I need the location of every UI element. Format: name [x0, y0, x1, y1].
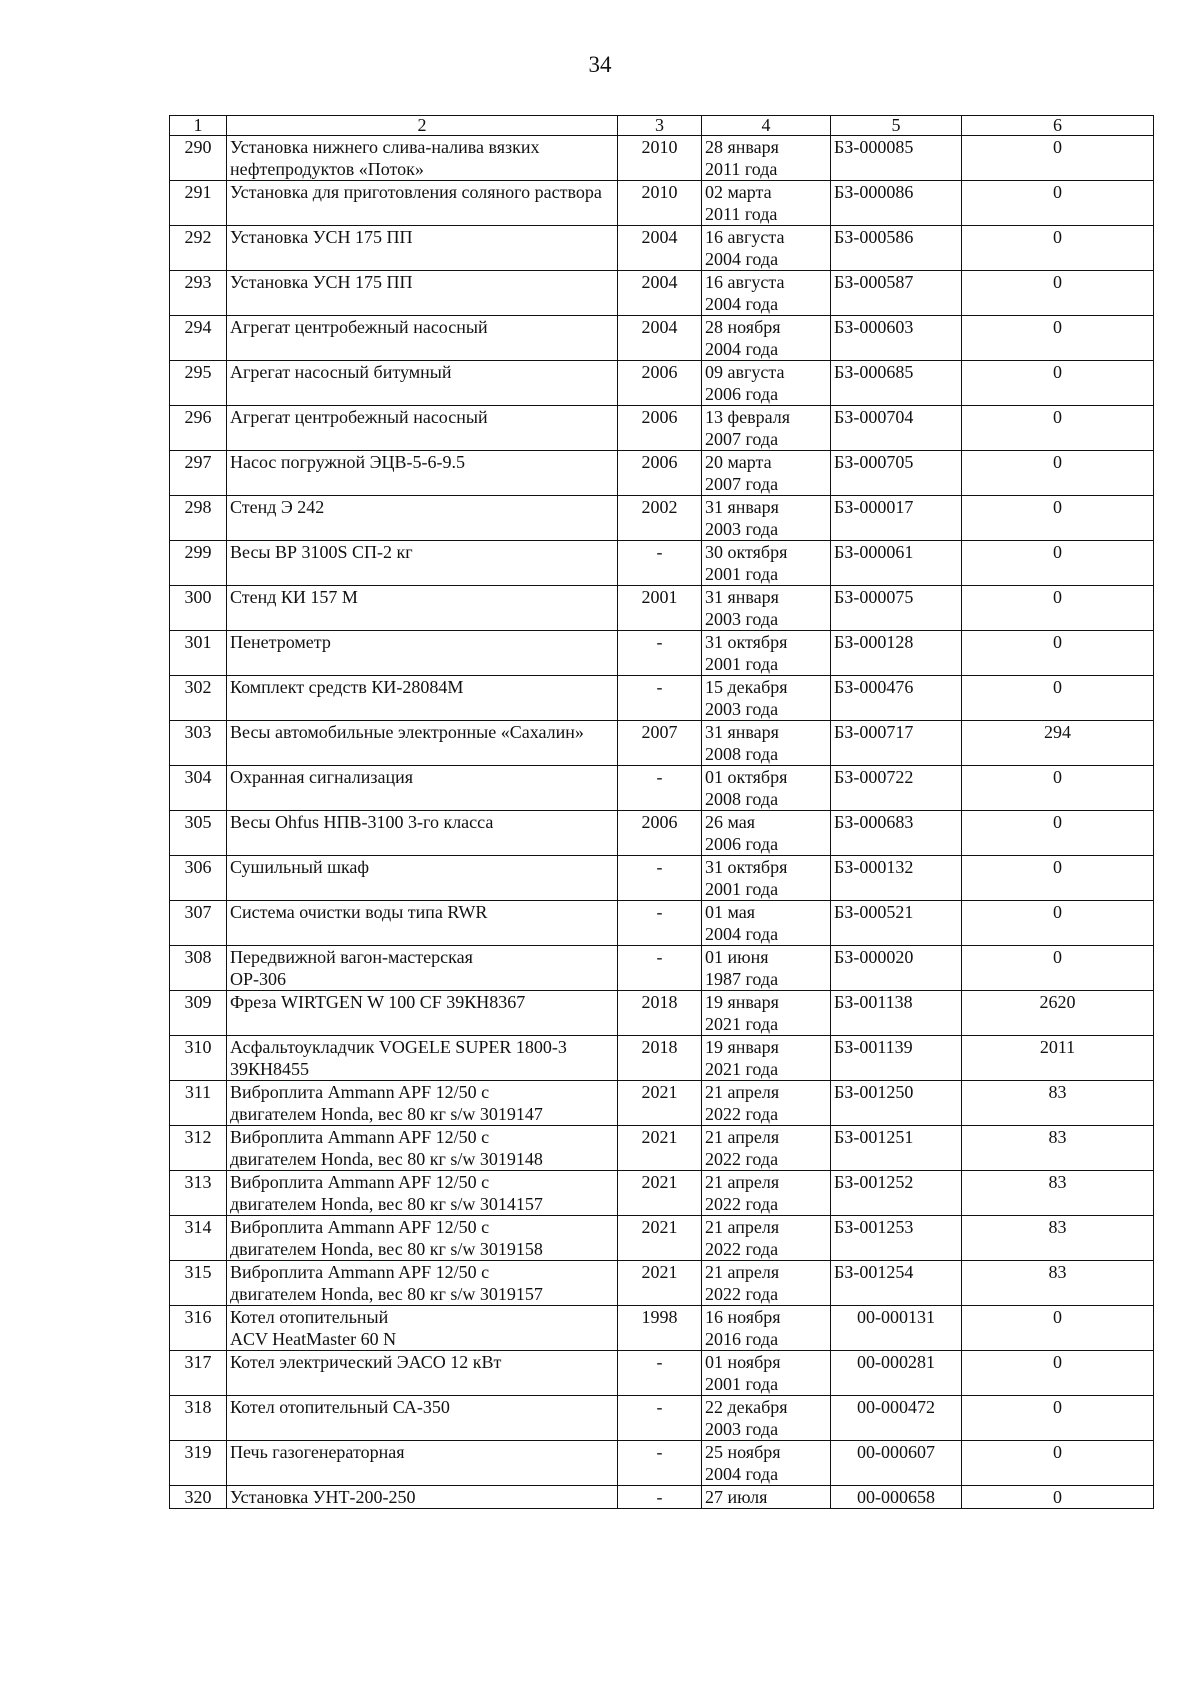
year-cell: 2021 [618, 1126, 702, 1171]
value-cell: 0 [962, 1306, 1154, 1351]
inventory-number-cell: БЗ-000476 [831, 676, 962, 721]
row-number-cell: 302 [170, 676, 227, 721]
row-number-cell: 315 [170, 1261, 227, 1306]
commissioning-date-cell: 26 мая 2006 года [702, 811, 831, 856]
table-row [170, 721, 1154, 766]
commissioning-date-cell: 21 апреля 2022 года [702, 1081, 831, 1126]
inventory-number-cell: БЗ-000017 [831, 496, 962, 541]
table-row [170, 1351, 1154, 1396]
table-row [170, 226, 1154, 271]
table-row [170, 541, 1154, 586]
table-row [170, 1306, 1154, 1351]
commissioning-date-cell: 21 апреля 2022 года [702, 1171, 831, 1216]
inventory-number-cell: БЗ-000683 [831, 811, 962, 856]
value-cell: 0 [962, 316, 1154, 361]
commissioning-date-cell: 19 января 2021 года [702, 991, 831, 1036]
inventory-number-cell: БЗ-001254 [831, 1261, 962, 1306]
table-row [170, 766, 1154, 811]
table-header [170, 116, 1154, 136]
row-number-cell: 296 [170, 406, 227, 451]
value-cell: 83 [962, 1261, 1154, 1306]
asset-name-cell: Установка для приготовления соляного раствора [227, 181, 618, 226]
asset-name-cell: Пенетрометр [227, 631, 618, 676]
commissioning-date-cell: 21 апреля 2022 года [702, 1261, 831, 1306]
commissioning-date-cell: 01 июня 1987 года [702, 946, 831, 991]
row-number-cell: 312 [170, 1126, 227, 1171]
year-cell: - [618, 676, 702, 721]
year-cell: - [618, 946, 702, 991]
value-cell: 83 [962, 1216, 1154, 1261]
table-row [170, 496, 1154, 541]
row-number-cell: 320 [170, 1486, 227, 1509]
commissioning-date-cell: 16 августа 2004 года [702, 271, 831, 316]
inventory-number-cell: БЗ-000717 [831, 721, 962, 766]
row-number-cell: 311 [170, 1081, 227, 1126]
inventory-number-cell: БЗ-000603 [831, 316, 962, 361]
value-cell: 0 [962, 586, 1154, 631]
asset-name-cell: Передвижной вагон-мастерская ОР-306 [227, 946, 618, 991]
row-number-cell: 305 [170, 811, 227, 856]
value-cell: 0 [962, 1486, 1154, 1509]
commissioning-date-cell: 20 марта 2007 года [702, 451, 831, 496]
commissioning-date-cell: 28 ноября 2004 года [702, 316, 831, 361]
commissioning-date-cell: 31 октября 2001 года [702, 631, 831, 676]
column-header-3: 3 [618, 116, 702, 136]
table-row [170, 901, 1154, 946]
column-header-1: 1 [170, 116, 227, 136]
asset-name-cell: Охранная сигнализация [227, 766, 618, 811]
asset-name-cell: Установка УСН 175 ПП [227, 271, 618, 316]
row-number-cell: 313 [170, 1171, 227, 1216]
table-row [170, 136, 1154, 181]
value-cell: 0 [962, 361, 1154, 406]
row-number-cell: 314 [170, 1216, 227, 1261]
table-row [170, 856, 1154, 901]
table-row [170, 181, 1154, 226]
commissioning-date-cell: 31 января 2003 года [702, 496, 831, 541]
row-number-cell: 303 [170, 721, 227, 766]
inventory-number-cell: БЗ-000061 [831, 541, 962, 586]
year-cell: 2002 [618, 496, 702, 541]
value-cell: 0 [962, 541, 1154, 586]
year-cell: 2021 [618, 1171, 702, 1216]
value-cell: 0 [962, 811, 1154, 856]
column-header-2: 2 [227, 116, 618, 136]
table-row [170, 361, 1154, 406]
row-number-cell: 297 [170, 451, 227, 496]
value-cell: 0 [962, 406, 1154, 451]
row-number-cell: 309 [170, 991, 227, 1036]
value-cell: 2620 [962, 991, 1154, 1036]
asset-name-cell: Агрегат насосный битумный [227, 361, 618, 406]
value-cell: 0 [962, 856, 1154, 901]
year-cell: 2004 [618, 271, 702, 316]
inventory-number-cell: БЗ-000586 [831, 226, 962, 271]
inventory-number-cell: БЗ-000075 [831, 586, 962, 631]
inventory-number-cell: БЗ-001138 [831, 991, 962, 1036]
commissioning-date-cell: 27 июля [702, 1486, 831, 1509]
table-row [170, 811, 1154, 856]
year-cell: - [618, 1396, 702, 1441]
table-row [170, 1171, 1154, 1216]
value-cell: 0 [962, 226, 1154, 271]
year-cell: 2018 [618, 991, 702, 1036]
year-cell: 2021 [618, 1261, 702, 1306]
year-cell: 2006 [618, 451, 702, 496]
table-row [170, 406, 1154, 451]
inventory-number-cell: БЗ-000705 [831, 451, 962, 496]
table-row [170, 271, 1154, 316]
asset-name-cell: Комплект средств КИ-28084М [227, 676, 618, 721]
year-cell: - [618, 1351, 702, 1396]
year-cell: 2018 [618, 1036, 702, 1081]
row-number-cell: 301 [170, 631, 227, 676]
table-row [170, 1261, 1154, 1306]
commissioning-date-cell: 31 января 2003 года [702, 586, 831, 631]
value-cell: 0 [962, 901, 1154, 946]
table-row [170, 1441, 1154, 1486]
inventory-number-cell: БЗ-000020 [831, 946, 962, 991]
asset-name-cell: Виброплита Ammann APF 12/50 с двигателем Honda, вес 80 кг s/w 3019147 [227, 1081, 618, 1126]
inventory-number-cell: БЗ-001250 [831, 1081, 962, 1126]
value-cell: 0 [962, 766, 1154, 811]
asset-name-cell: Асфальтоукладчик VOGELE SUPER 1800-3 39КН8455 [227, 1036, 618, 1081]
year-cell: - [618, 856, 702, 901]
value-cell: 83 [962, 1081, 1154, 1126]
value-cell: 83 [962, 1171, 1154, 1216]
asset-name-cell: Котел отопительный ACV HeatMaster 60 N [227, 1306, 618, 1351]
asset-name-cell: Установка нижнего слива-налива вязких нефтепродуктов «Поток» [227, 136, 618, 181]
inventory-number-cell: БЗ-000587 [831, 271, 962, 316]
row-number-cell: 317 [170, 1351, 227, 1396]
commissioning-date-cell: 25 ноября 2004 года [702, 1441, 831, 1486]
row-number-cell: 292 [170, 226, 227, 271]
year-cell: 2021 [618, 1081, 702, 1126]
commissioning-date-cell: 01 ноября 2001 года [702, 1351, 831, 1396]
commissioning-date-cell: 21 апреля 2022 года [702, 1216, 831, 1261]
inventory-number-cell: БЗ-000128 [831, 631, 962, 676]
inventory-number-cell: 00-000658 [831, 1486, 962, 1509]
table-row [170, 1486, 1154, 1509]
inventory-number-cell: БЗ-001139 [831, 1036, 962, 1081]
table-row [170, 586, 1154, 631]
inventory-number-cell: БЗ-000685 [831, 361, 962, 406]
inventory-number-cell: 00-000281 [831, 1351, 962, 1396]
asset-name-cell: Стенд КИ 157 М [227, 586, 618, 631]
asset-name-cell: Установка УНТ-200-250 [227, 1486, 618, 1509]
table-row [170, 1081, 1154, 1126]
year-cell: 2006 [618, 811, 702, 856]
commissioning-date-cell: 22 декабря 2003 года [702, 1396, 831, 1441]
row-number-cell: 298 [170, 496, 227, 541]
year-cell: - [618, 541, 702, 586]
page-number: 34 [588, 52, 612, 77]
value-cell: 0 [962, 676, 1154, 721]
row-number-cell: 310 [170, 1036, 227, 1081]
value-cell: 0 [962, 1396, 1154, 1441]
inventory-number-cell: БЗ-000521 [831, 901, 962, 946]
row-number-cell: 318 [170, 1396, 227, 1441]
inventory-number-cell: БЗ-001253 [831, 1216, 962, 1261]
table-row [170, 451, 1154, 496]
column-header-4: 4 [702, 116, 831, 136]
commissioning-date-cell: 21 апреля 2022 года [702, 1126, 831, 1171]
column-header-5: 5 [831, 116, 962, 136]
asset-name-cell: Виброплита Ammann APF 12/50 с двигателем Honda, вес 80 кг s/w 3019157 [227, 1261, 618, 1306]
inventory-number-cell: БЗ-000132 [831, 856, 962, 901]
inventory-number-cell: БЗ-000722 [831, 766, 962, 811]
asset-name-cell: Установка УСН 175 ПП [227, 226, 618, 271]
asset-name-cell: Стенд Э 242 [227, 496, 618, 541]
asset-name-cell: Печь газогенераторная [227, 1441, 618, 1486]
table-row [170, 1036, 1154, 1081]
asset-table [169, 115, 1154, 1509]
commissioning-date-cell: 15 декабря 2003 года [702, 676, 831, 721]
commissioning-date-cell: 28 января 2011 года [702, 136, 831, 181]
table-body [170, 136, 1154, 1509]
row-number-cell: 291 [170, 181, 227, 226]
value-cell: 0 [962, 451, 1154, 496]
row-number-cell: 306 [170, 856, 227, 901]
year-cell: - [618, 1441, 702, 1486]
commissioning-date-cell: 31 октября 2001 года [702, 856, 831, 901]
row-number-cell: 300 [170, 586, 227, 631]
column-number-row [170, 116, 1154, 136]
table-row [170, 946, 1154, 991]
value-cell: 0 [962, 1441, 1154, 1486]
table-row [170, 676, 1154, 721]
year-cell: - [618, 901, 702, 946]
row-number-cell: 293 [170, 271, 227, 316]
row-number-cell: 319 [170, 1441, 227, 1486]
year-cell: 1998 [618, 1306, 702, 1351]
table-row [170, 1216, 1154, 1261]
inventory-number-cell: 00-000607 [831, 1441, 962, 1486]
inventory-number-cell: БЗ-001252 [831, 1171, 962, 1216]
value-cell: 2011 [962, 1036, 1154, 1081]
asset-name-cell: Система очистки воды типа RWR [227, 901, 618, 946]
row-number-cell: 316 [170, 1306, 227, 1351]
table-row [170, 1126, 1154, 1171]
commissioning-date-cell: 31 января 2008 года [702, 721, 831, 766]
inventory-number-cell: БЗ-001251 [831, 1126, 962, 1171]
year-cell: - [618, 631, 702, 676]
commissioning-date-cell: 13 февраля 2007 года [702, 406, 831, 451]
asset-name-cell: Агрегат центробежный насосный [227, 316, 618, 361]
value-cell: 0 [962, 496, 1154, 541]
table-row [170, 991, 1154, 1036]
commissioning-date-cell: 02 марта 2011 года [702, 181, 831, 226]
inventory-number-cell: БЗ-000085 [831, 136, 962, 181]
year-cell: 2007 [618, 721, 702, 766]
year-cell: 2006 [618, 406, 702, 451]
year-cell: 2004 [618, 226, 702, 271]
table-row [170, 1396, 1154, 1441]
asset-name-cell: Виброплита Ammann APF 12/50 с двигателем Honda, вес 80 кг s/w 3019148 [227, 1126, 618, 1171]
table-row [170, 631, 1154, 676]
commissioning-date-cell: 01 мая 2004 года [702, 901, 831, 946]
row-number-cell: 304 [170, 766, 227, 811]
year-cell: 2001 [618, 586, 702, 631]
value-cell: 0 [962, 631, 1154, 676]
asset-name-cell: Котел отопительный СА-350 [227, 1396, 618, 1441]
inventory-number-cell: 00-000472 [831, 1396, 962, 1441]
inventory-number-cell: БЗ-000086 [831, 181, 962, 226]
value-cell: 83 [962, 1126, 1154, 1171]
year-cell: 2004 [618, 316, 702, 361]
row-number-cell: 290 [170, 136, 227, 181]
value-cell: 0 [962, 181, 1154, 226]
commissioning-date-cell: 01 октября 2008 года [702, 766, 831, 811]
asset-name-cell: Котел электрический ЭАСО 12 кВт [227, 1351, 618, 1396]
row-number-cell: 308 [170, 946, 227, 991]
value-cell: 0 [962, 271, 1154, 316]
asset-name-cell: Весы автомобильные электронные «Сахалин» [227, 721, 618, 766]
commissioning-date-cell: 16 августа 2004 года [702, 226, 831, 271]
year-cell: - [618, 1486, 702, 1509]
value-cell: 0 [962, 1351, 1154, 1396]
row-number-cell: 299 [170, 541, 227, 586]
inventory-number-cell: 00-000131 [831, 1306, 962, 1351]
commissioning-date-cell: 30 октября 2001 года [702, 541, 831, 586]
year-cell: 2010 [618, 136, 702, 181]
asset-name-cell: Виброплита Ammann APF 12/50 с двигателем Honda, вес 80 кг s/w 3019158 [227, 1216, 618, 1261]
inventory-number-cell: БЗ-000704 [831, 406, 962, 451]
row-number-cell: 294 [170, 316, 227, 361]
asset-name-cell: Весы Ohfus НПВ-3100 3-го класса [227, 811, 618, 856]
asset-name-cell: Весы ВР 3100S СП-2 кг [227, 541, 618, 586]
value-cell: 294 [962, 721, 1154, 766]
year-cell: - [618, 766, 702, 811]
value-cell: 0 [962, 946, 1154, 991]
commissioning-date-cell: 19 января 2021 года [702, 1036, 831, 1081]
asset-name-cell: Виброплита Ammann APF 12/50 с двигателем Honda, вес 80 кг s/w 3014157 [227, 1171, 618, 1216]
commissioning-date-cell: 16 ноября 2016 года [702, 1306, 831, 1351]
year-cell: 2021 [618, 1216, 702, 1261]
asset-name-cell: Сушильный шкаф [227, 856, 618, 901]
commissioning-date-cell: 09 августа 2006 года [702, 361, 831, 406]
row-number-cell: 295 [170, 361, 227, 406]
asset-name-cell: Фреза WIRTGEN W 100 CF 39КН8367 [227, 991, 618, 1036]
row-number-cell: 307 [170, 901, 227, 946]
column-header-6: 6 [962, 116, 1154, 136]
table-row [170, 316, 1154, 361]
value-cell: 0 [962, 136, 1154, 181]
asset-name-cell: Насос погружной ЭЦВ-5-6-9.5 [227, 451, 618, 496]
year-cell: 2006 [618, 361, 702, 406]
year-cell: 2010 [618, 181, 702, 226]
asset-name-cell: Агрегат центробежный насосный [227, 406, 618, 451]
